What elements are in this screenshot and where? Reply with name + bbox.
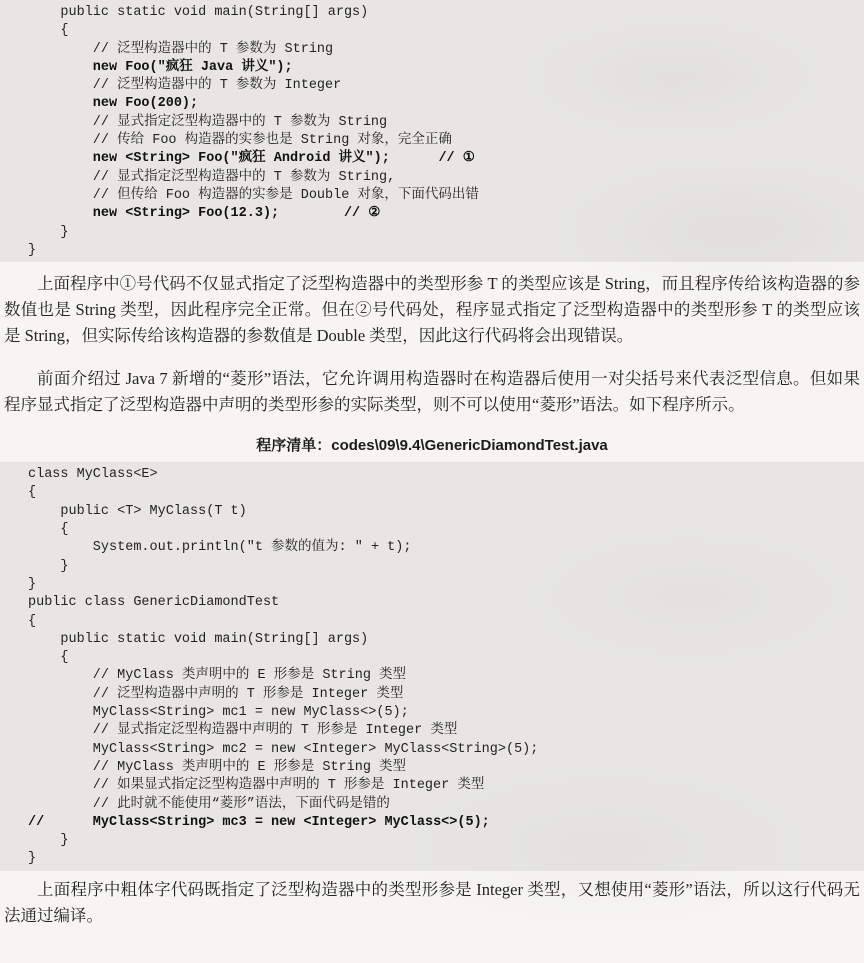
- code-line: // 但传给 Foo 构造器的实参是 Double 对象，下面代码出错: [28, 187, 479, 203]
- code-line: // 此时就不能使用“菱形”语法，下面代码是错的: [28, 796, 390, 812]
- code-line: }: [28, 558, 69, 574]
- code-line: // 泛型构造器中声明的 T 形参是 Integer 类型: [28, 686, 404, 702]
- listing-title-label: 程序清单：: [256, 437, 332, 455]
- code-line: }: [28, 851, 37, 867]
- code-line: // 显式指定泛型构造器中声明的 T 形参是 Integer 类型: [28, 723, 458, 739]
- code-line: public static void main(String[] args): [28, 631, 369, 647]
- code-line: class MyClass<E>: [28, 467, 158, 483]
- paragraph-explain-circle1-circle2: 上面程序中①号代码不仅显式指定了泛型构造器中的类型形参 T 的类型应该是 String，而且程序传给该构造器的参数值也是 String 类型，因此程序完全正常。但在②号代码处，程序显式指定了泛型构造器中的类型形参 T 的类型应该是 String，但实际传给该构造器的参数值是 Double 类型，因此这行代码将会出现错误。: [4, 274, 860, 346]
- code-line: // MyClass 类声明中的 E 形参是 String 类型: [28, 668, 407, 684]
- code-line: // 泛型构造器中的 T 参数为 Integer: [28, 78, 342, 94]
- code-line: // 泛型构造器中的 T 参数为 String: [28, 41, 334, 57]
- code-listing-generic-constructor-main: [0, 0, 864, 262]
- code-line: {: [28, 23, 69, 39]
- code-line: }: [28, 576, 37, 592]
- code-line: MyClass<String> mc2 = new <Integer> MyClass<String>(5);: [28, 741, 539, 757]
- code-line: }: [28, 224, 69, 240]
- code-line: // 显式指定泛型构造器中的 T 参数为 String: [28, 114, 388, 130]
- code-line: // 如果显式指定泛型构造器中声明的 T 形参是 Integer 类型: [28, 778, 485, 794]
- code-line: new <String> Foo(12.3); // ②: [28, 206, 381, 222]
- code-line: // 显式指定泛型构造器中的 T 参数为 String,: [28, 169, 396, 185]
- code-line: new Foo(200);: [28, 96, 199, 112]
- code-line: // MyClass 类声明中的 E 形参是 String 类型: [28, 759, 407, 775]
- code-line: {: [28, 613, 37, 629]
- code-line: public static void main(String[] args): [28, 5, 369, 20]
- code-line: }: [28, 242, 37, 258]
- code-line: {: [28, 522, 69, 538]
- code-line: }: [28, 833, 69, 849]
- code-line: new <String> Foo("疯狂 Android 讲义"); // ①: [28, 151, 475, 167]
- code-line: public class GenericDiamondTest: [28, 595, 280, 611]
- code-line: {: [28, 485, 37, 501]
- paragraph-explain-bold-code-error: 上面程序中粗体字代码既指定了泛型构造器中的类型形参是 Integer 类型，又想使用“菱形”语法，所以这行代码无法通过编译。: [4, 879, 860, 925]
- code-line: new Foo("疯狂 Java 讲义");: [28, 59, 293, 75]
- listing-title-path: codes\09\9.4\GenericDiamondTest.java: [331, 437, 608, 455]
- code-line: public <T> MyClass(T t): [28, 503, 247, 519]
- code-line: // 传给 Foo 构造器的实参也是 String 对象，完全正确: [28, 133, 452, 149]
- code-line: // MyClass<String> mc3 = new <Integer> MyClass<>(5);: [28, 814, 490, 830]
- code-line: {: [28, 650, 69, 666]
- code-line: MyClass<String> mc1 = new MyClass<>(5);: [28, 705, 409, 721]
- code-line: System.out.println("t 参数的值为: " + t);: [28, 540, 412, 556]
- listing-title: [0, 434, 864, 455]
- code-listing-generic-diamond-test: [0, 462, 864, 871]
- paragraph-diamond-syntax-intro: 前面介绍过 Java 7 新增的“菱形”语法，它允许调用构造器时在构造器后使用一对尖括号来代表泛型信息。但如果程序显式指定了泛型构造器中声明的类型形参的实际类型，则不可以使用“菱形”语法。如下程序所示。: [4, 368, 860, 414]
